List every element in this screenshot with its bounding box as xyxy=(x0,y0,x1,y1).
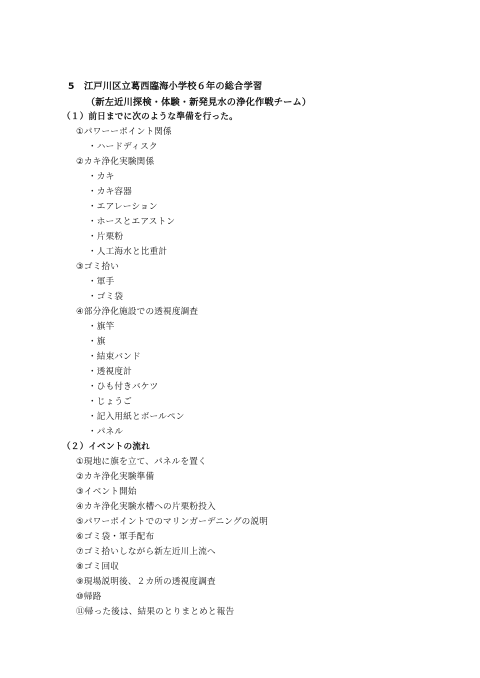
section1-group-label: ②カキ浄化実験関係 xyxy=(76,157,155,167)
section1-item: ・カキ容器 xyxy=(88,187,132,197)
document-heading: 5 江戸川区立葛西臨海小学校６年の総合学習 xyxy=(68,81,263,92)
section1-item: ・ハードディスク xyxy=(88,142,158,152)
section1-item: ・ホースとエアストン xyxy=(88,217,176,227)
section2-step: ⑥ゴミ袋・軍手配布 xyxy=(76,532,155,542)
section1-title: （１）前日までに次のような準備を行った。 xyxy=(62,112,238,122)
section1-item: ・人工海水と比重計 xyxy=(88,247,168,257)
document-subheading: （新左近川探検・体験・新発見水の浄化作戦チーム） xyxy=(86,97,312,108)
section2-step: ⑤パワーポイントでのマリンガーデニングの説明 xyxy=(76,517,269,527)
section1-item: ・じょうご xyxy=(88,397,132,407)
section2-title: （２）イベントの流れ xyxy=(62,442,150,452)
section2-step: ①現地に旗を立て、パネルを置く xyxy=(76,457,207,467)
section1-item: ・軍手 xyxy=(88,277,115,287)
section1-item: ・エアレーション xyxy=(88,202,158,212)
section2-step: ②カキ浄化実験準備 xyxy=(76,472,155,482)
section1-item: ・カキ xyxy=(88,172,115,182)
section2-step: ⑩帰路 xyxy=(76,592,102,602)
section1-item: ・結束バンド xyxy=(88,352,141,362)
section1-item: ・旗竿 xyxy=(88,322,115,332)
section2-step: ⑨現場説明後、２カ所の透視度調査 xyxy=(76,577,216,587)
section2-step: ④カキ浄化実験水槽への片栗粉投入 xyxy=(76,502,216,512)
section1-group-label: ③ゴミ拾い xyxy=(76,262,120,272)
section1-item: ・片栗粉 xyxy=(88,232,124,242)
section1-item: ・記入用紙とボールペン xyxy=(88,412,185,422)
section2-step: ③イベント開始 xyxy=(76,487,137,497)
section1-group-label: ④部分浄化施設での透視度調査 xyxy=(76,307,199,317)
section2-step: ⑪帰った後は、結果のとりまとめと報告 xyxy=(76,607,235,617)
section1-group-label: ①パワーーポイント関係 xyxy=(76,127,172,137)
section2-step: ⑧ゴミ回収 xyxy=(76,562,120,572)
section1-item: ・透視度計 xyxy=(88,367,132,377)
section1-item: ・旗 xyxy=(88,337,106,347)
section1-item: ・パネル xyxy=(88,427,124,437)
section1-item: ・ひも付きバケツ xyxy=(88,382,159,392)
section1-item: ・ゴミ袋 xyxy=(88,292,124,302)
section2-step: ⑦ゴミ拾いしながら新左近川上流へ xyxy=(76,547,216,557)
